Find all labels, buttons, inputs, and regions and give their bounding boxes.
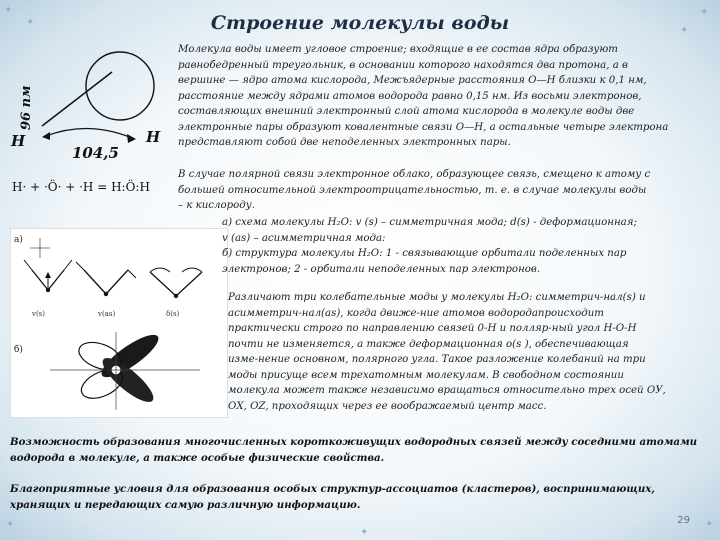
paragraph-polar-bond xyxy=(178,167,713,214)
sparkle-decoration: ✦ xyxy=(26,17,35,28)
text-line: молекула может также независимо вращаться относительно трех осей ОУ, xyxy=(228,385,666,396)
bond-angle-diagram xyxy=(8,50,173,170)
page-number: 29 xyxy=(677,515,690,526)
text-line: v (as) – асимметричная мода: xyxy=(222,232,386,244)
sparkle-decoration: ✦ xyxy=(4,5,13,16)
text-line: а) схема молекулы H₂O: v (s) – симметричная мода; d(s) - деформационная; xyxy=(222,217,637,228)
text-line: хранящих и передающих самую различную информацию. xyxy=(10,498,361,511)
text-line: практически строго по направлению связей 0-Н и полляр-ный угол Н-О-Н xyxy=(228,323,637,334)
paragraph-clusters xyxy=(10,482,710,513)
bond-length-label: 96 пм xyxy=(19,85,34,130)
text-line: б) структура молекулы H₂O: 1 - связывающие орбитали поделенных пар xyxy=(222,248,627,259)
sparkle-decoration: ✦ xyxy=(700,7,709,18)
text-line: расстояние между ядрами атомов водорода равно 0,15 нм. Из восьми электронов, xyxy=(178,90,642,102)
vibration-modes-diagram xyxy=(10,228,228,418)
label-v-as: v(as) xyxy=(98,310,116,318)
text-line: равнобедренный треугольник, в основании которого находятся два протона, а в xyxy=(178,59,628,71)
text-line: В случае полярной связи электронное облако, образующее связь, смещено к атому с xyxy=(178,169,651,180)
sparkle-decoration: ✦ xyxy=(680,25,689,36)
text-line: изме-нение основном, полярного угла. Такое разложение колебаний на три xyxy=(228,354,646,365)
paragraph-molecular-structure xyxy=(178,42,713,151)
paragraph-vibration-modes xyxy=(228,290,716,414)
label-b: б) xyxy=(14,345,23,355)
sparkle-decoration: ✦ xyxy=(705,519,714,530)
paragraph-hydrogen-bonds xyxy=(10,435,710,466)
text-line: водорода в молекуле, а также особые физические свойства. xyxy=(10,451,385,464)
text-line: Возможность образования многочисленных короткоживущих водородных связей между соседними атомами xyxy=(10,436,698,448)
slide-title: Строение молекулы воды xyxy=(210,12,510,34)
text-line: электронные пары образуют ковалентные связи О—Н, а остальные четыре электрона xyxy=(178,121,669,133)
label-d-s: δ(s) xyxy=(166,310,180,318)
text-line: асимметрич-нал(as), когда движе-ние атомов водородапроисходит xyxy=(228,307,604,319)
text-line: Молекула воды имеет угловое строение; входящие в ее состав ядра образуют xyxy=(178,44,618,55)
text-line: Благоприятные условия для образования особых структур-ассоциатов (кластеров), воспринимающих, xyxy=(10,483,655,495)
label-v-s: v(s) xyxy=(32,310,46,318)
text-line: ОХ, OZ, проходящих через ее воображаемый центр масс. xyxy=(228,400,547,412)
label-a: а) xyxy=(14,235,23,245)
sparkle-decoration: ✦ xyxy=(360,527,369,538)
bond-angle-label: 104,5 xyxy=(72,144,119,162)
lewis-formula: H· + ·Ö· + ·H = H:Ö:H xyxy=(12,180,150,194)
sparkle-decoration: ✦ xyxy=(6,519,15,530)
text-line: – к кислороду. xyxy=(178,200,255,211)
text-line: Различают три колебательные моды у молекулы H₂O: симметрич-нал(s) и xyxy=(228,292,646,303)
text-line: вершине — ядро атома кислорода, Межъядерные расстояния О—Н близки к 0,1 нм, xyxy=(178,75,647,86)
paragraph-scheme-explanation xyxy=(222,215,717,277)
text-line: электронов; 2 - орбитали неподеленных пар электронов. xyxy=(222,263,541,275)
hydrogen-right-label: H xyxy=(146,128,161,146)
text-line: составляющих внешний электронный слой атома кислорода в молекуле воды две xyxy=(178,106,635,117)
text-line: представляют собой две неподеленных электронных пары. xyxy=(178,137,511,148)
text-line: моды присуще всем трехатомным молекулам. В свободном состоянии xyxy=(228,369,624,381)
text-line: большей относительной электроотрицательностью, т. е. в случае молекулы воды xyxy=(178,184,647,196)
text-line: почти не изменяется, а также деформационная о(s ), обеспечивающая xyxy=(228,338,629,350)
hydrogen-left-label: H xyxy=(11,132,26,150)
